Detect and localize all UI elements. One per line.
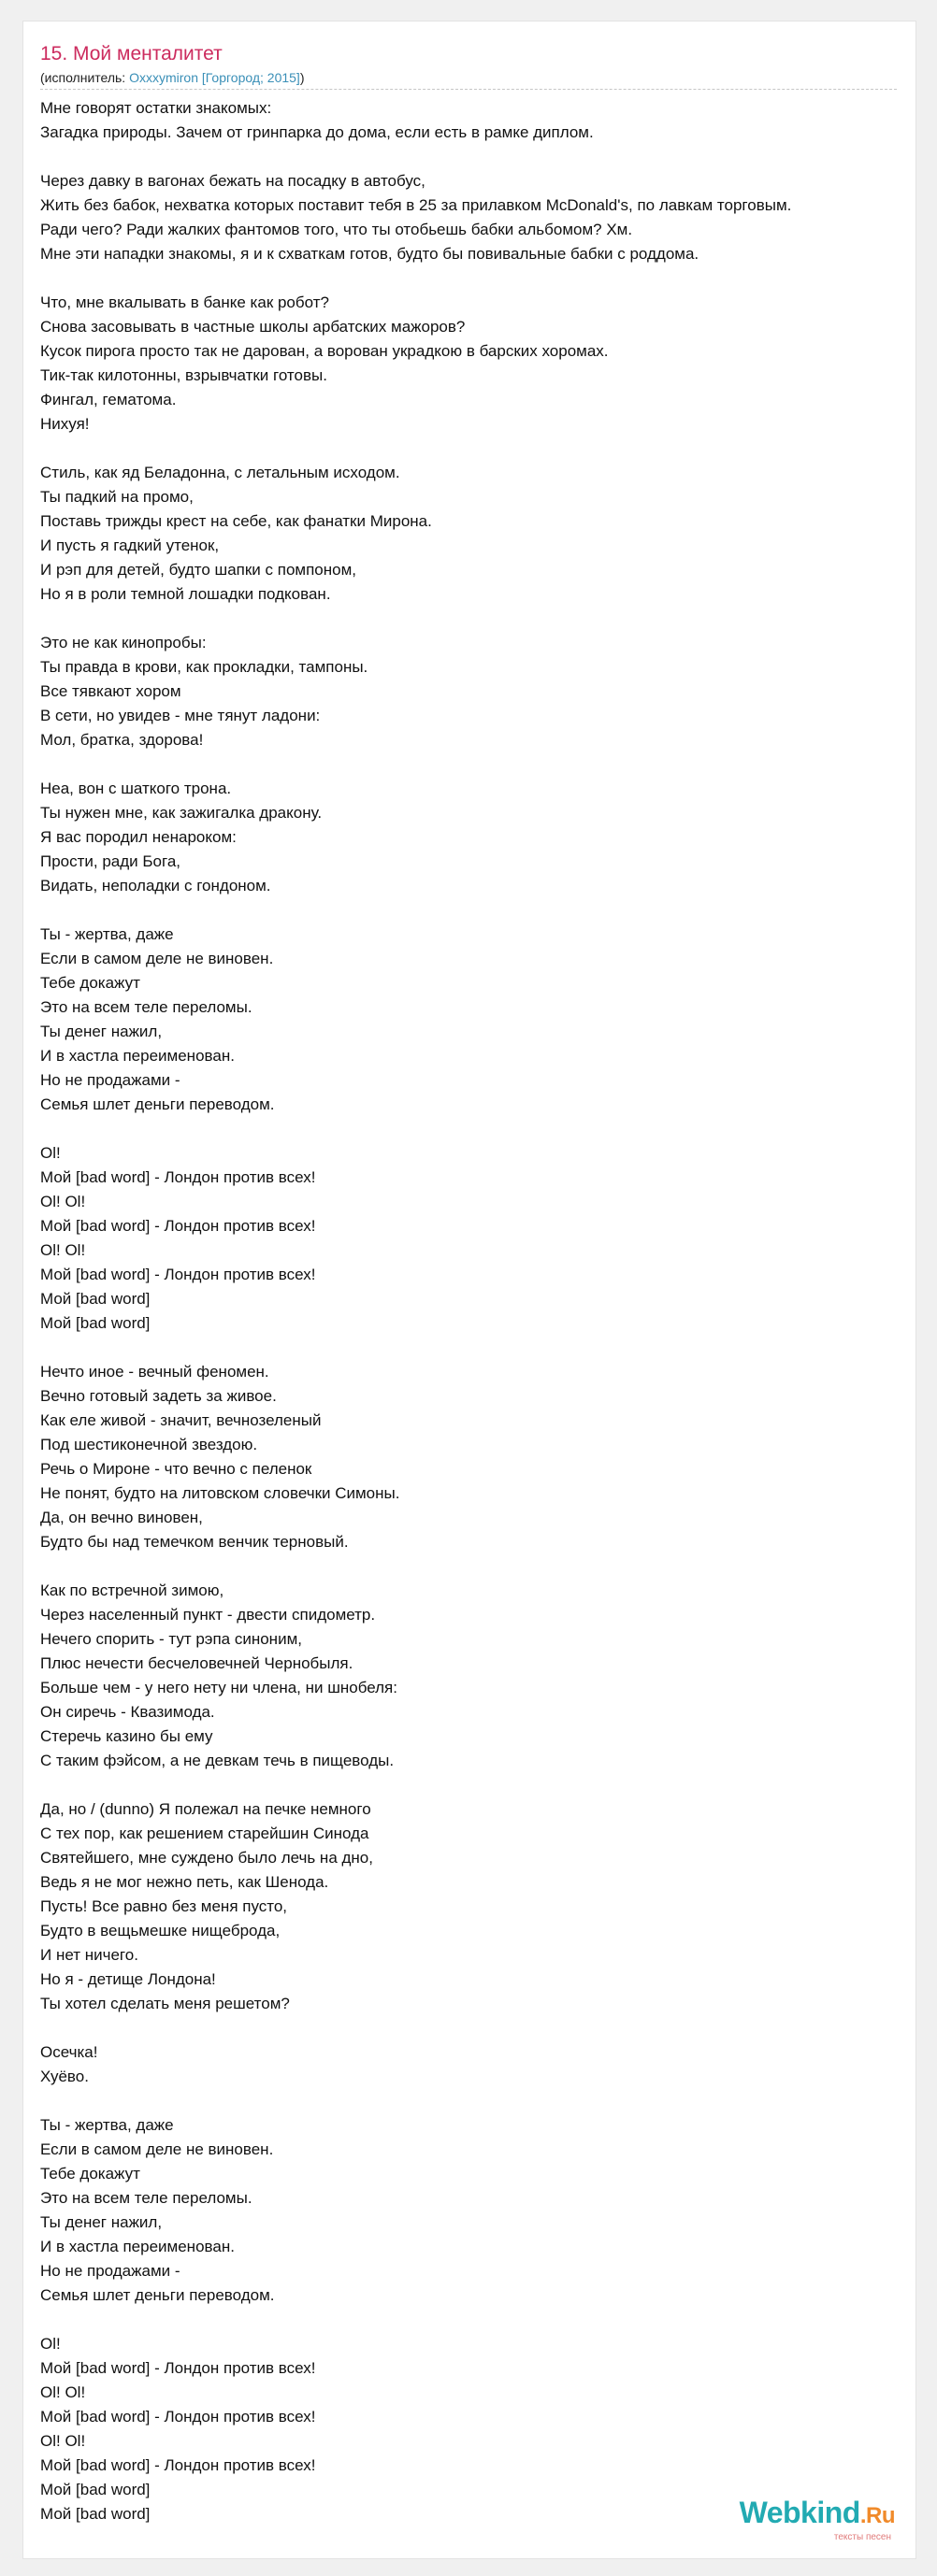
lyric-line: Если в самом деле не виновен. [40,950,274,967]
lyric-line: Нечто иное - вечный феномен. [40,1363,269,1381]
lyric-line: Не понят, будто на литовском словечки Симоны. [40,1484,400,1502]
logo-main-text: Webkind [739,2496,860,2529]
lyric-line: Через давку в вагонах бежать на посадку в автобус, [40,172,425,190]
lyric-line: Мой [bad word] [40,1290,151,1308]
logo-wordmark [740,2497,895,2532]
lyric-line: Что, мне вкалывать в банке как робот? [40,293,329,311]
lyric-line: Как по встречной зимою, [40,1581,224,1599]
lyric-line: Мой [bad word] - Лондон против всех! [40,1168,316,1186]
lyric-line: Осечка! [40,2043,98,2061]
lyric-line: Фингал, гематома. [40,391,177,408]
lyric-blank-line [40,1773,916,1797]
lyric-blank-line [40,1554,916,1579]
lyric-line: Это на всем теле переломы. [40,2189,252,2207]
lyric-blank-line [40,2089,916,2113]
lyric-line: Будто в вещьмешке нищеброда, [40,1922,281,1939]
lyric-line: Тебе докажут [40,2165,140,2182]
lyric-line: Это не как кинопробы: [40,634,207,651]
lyric-line: Ты нужен мне, как зажигалка дракону. [40,804,323,822]
lyric-line: Но я - детище Лондона! [40,1970,216,1988]
lyric-line: Но не продажами - [40,1071,180,1089]
lyric-line: Вечно готовый задеть за живое. [40,1387,277,1405]
lyric-line: В сети, но увидев - мне тянут ладони: [40,707,321,724]
lyric-line: Ради чего? Ради жалких фантомов того, что ты отобьешь бабки альбомом? Хм. [40,221,633,238]
logo-tagline: тексты песен [833,2532,891,2542]
lyric-line: Все тявкают хором [40,682,181,700]
lyric-line: Семья шлет деньги переводом. [40,1095,275,1113]
lyric-line: Речь о Мироне - что вечно с пеленок [40,1460,312,1478]
lyrics-card [22,21,916,2559]
lyric-line: Кусок пирога просто так не дарован, а ворован украдкою в барских хоромах. [40,342,609,360]
lyric-line: Да, но / (dunno) Я полежал на печке немного [40,1800,371,1818]
lyric-line: Будто бы над темечком венчик терновый. [40,1533,349,1551]
lyric-line: Он сиречь - Квазимода. [40,1703,215,1721]
lyrics-text [40,96,916,2526]
lyric-line: Снова засовывать в частные школы арбатских мажоров? [40,318,466,336]
lyric-line: Ты - жертва, даже [40,2116,174,2134]
title-divider [40,89,897,90]
logo-tld: .Ru [859,2503,895,2528]
lyric-line: Святейшего, мне суждено было лечь на дно, [40,1849,373,1867]
lyric-line: Мой [bad word] - Лондон против всех! [40,2456,316,2474]
lyric-line: Мой [bad word] [40,2481,151,2498]
lyric-line: Нихуя! [40,415,90,433]
lyric-line: Мой [bad word] - Лондон против всех! [40,2359,316,2377]
lyric-line: И в хастла переименован. [40,2238,235,2255]
lyric-blank-line [40,145,916,169]
lyric-line: Мой [bad word] - Лондон против всех! [40,2408,316,2426]
lyric-blank-line [40,898,916,923]
performer-link[interactable]: Oxxxymiron [Горгород; 2015] [129,70,300,85]
lyric-blank-line [40,436,916,461]
lyric-blank-line [40,607,916,631]
lyric-line: Загадка природы. Зачем от гринпарка до дома, если есть в рамке диплом. [40,123,594,141]
lyric-blank-line [40,266,916,291]
lyric-line: Плюс нечести бесчеловечней Чернобыля. [40,1654,353,1672]
lyric-line: Видать, неполадки с гондоном. [40,877,271,894]
performer-prefix: (исполнитель: [40,70,130,85]
lyric-line: Неа, вон с шаткого трона. [40,780,232,797]
lyric-line: И рэп для детей, будто шапки с помпоном, [40,561,356,579]
lyric-line: Ol! Ol! [40,2432,86,2450]
lyric-line: Но я в роли темной лошадки подкован. [40,585,331,603]
lyric-line: Тебе докажут [40,974,140,992]
lyric-line: Да, он вечно виновен, [40,1509,203,1526]
lyric-line: С таким фэйсом, а не девкам течь в пищеводы. [40,1752,395,1769]
lyric-line: И в хастла переименован. [40,1047,235,1065]
lyric-line: Ты денег нажил, [40,2213,163,2231]
lyric-line: Стиль, как яд Беладонна, с летальным исходом. [40,464,400,481]
lyric-line: Через населенный пункт - двести спидометр. [40,1606,376,1624]
lyric-line: Тик-так килотонны, взрывчатки готовы. [40,366,327,384]
lyric-line: Если в самом деле не виновен. [40,2140,274,2158]
lyric-blank-line [40,2308,916,2332]
lyric-line: Мне эти нападки знакомы, я и к схваткам готов, будто бы повивальные бабки с роддома. [40,245,699,263]
lyric-line: Ol! Ol! [40,2383,86,2401]
site-logo[interactable] [740,2497,895,2543]
lyric-blank-line [40,1336,916,1360]
lyric-line: Хуёво. [40,2068,89,2085]
lyric-line: Но не продажами - [40,2262,180,2280]
lyric-line: Ты хотел сделать меня решетом? [40,1995,290,2012]
lyric-line: И нет ничего. [40,1946,138,1964]
song-title: 15. Мой менталитет [40,43,223,64]
lyric-line: Я вас породил ненароком: [40,828,237,846]
lyric-line: Ol! [40,2335,61,2353]
lyric-line: Семья шлет деньги переводом. [40,2286,275,2304]
lyric-line: Мой [bad word] - Лондон против всех! [40,1217,316,1235]
lyric-line: Ты правда в крови, как прокладки, тампоны. [40,658,368,676]
lyric-line: Мой [bad word] [40,1314,151,1332]
lyric-line: Под шестиконечной звездою. [40,1436,258,1453]
lyric-line: Как еле живой - значит, вечнозеленый [40,1411,322,1429]
lyric-line: Поставь трижды крест на себе, как фанатки Мирона. [40,512,432,530]
lyric-line: Это на всем теле переломы. [40,998,252,1016]
performer-suffix: ) [299,70,305,85]
lyric-line: Ты падкий на промо, [40,488,194,506]
lyric-blank-line [40,2016,916,2040]
lyric-line: Стеречь казино бы ему [40,1727,213,1745]
lyric-blank-line [40,752,916,777]
lyric-line: И пусть я гадкий утенок, [40,537,220,554]
lyric-line: Ol! Ol! [40,1193,86,1210]
lyric-line: Нечего спорить - тут рэпа синоним, [40,1630,302,1648]
lyric-line: Прости, ради Бога, [40,852,181,870]
lyric-line: Ol! [40,1144,61,1162]
lyric-line: С тех пор, как решением старейшин Синода [40,1825,369,1842]
lyric-line: Пусть! Все равно без меня пусто, [40,1897,288,1915]
lyric-line: Мол, братка, здорова! [40,731,204,749]
lyric-line: Мне говорят остатки знакомых: [40,99,272,117]
lyric-line: Жить без бабок, нехватка которых поставит тебя в 25 за прилавком McDonald's, по лавкам торговым. [40,196,792,214]
lyric-line: Ты - жертва, даже [40,925,174,943]
lyric-line: Больше чем - у него нету ни члена, ни шнобеля: [40,1679,397,1696]
lyric-blank-line [40,1117,916,1141]
performer-line [40,68,305,87]
lyric-line: Ты денег нажил, [40,1023,163,1040]
lyric-line: Ol! Ol! [40,1241,86,1259]
lyric-line: Ведь я не мог нежно петь, как Шенода. [40,1873,329,1891]
lyric-line: Мой [bad word] [40,2505,151,2523]
lyric-line: Мой [bad word] - Лондон против всех! [40,1266,316,1283]
